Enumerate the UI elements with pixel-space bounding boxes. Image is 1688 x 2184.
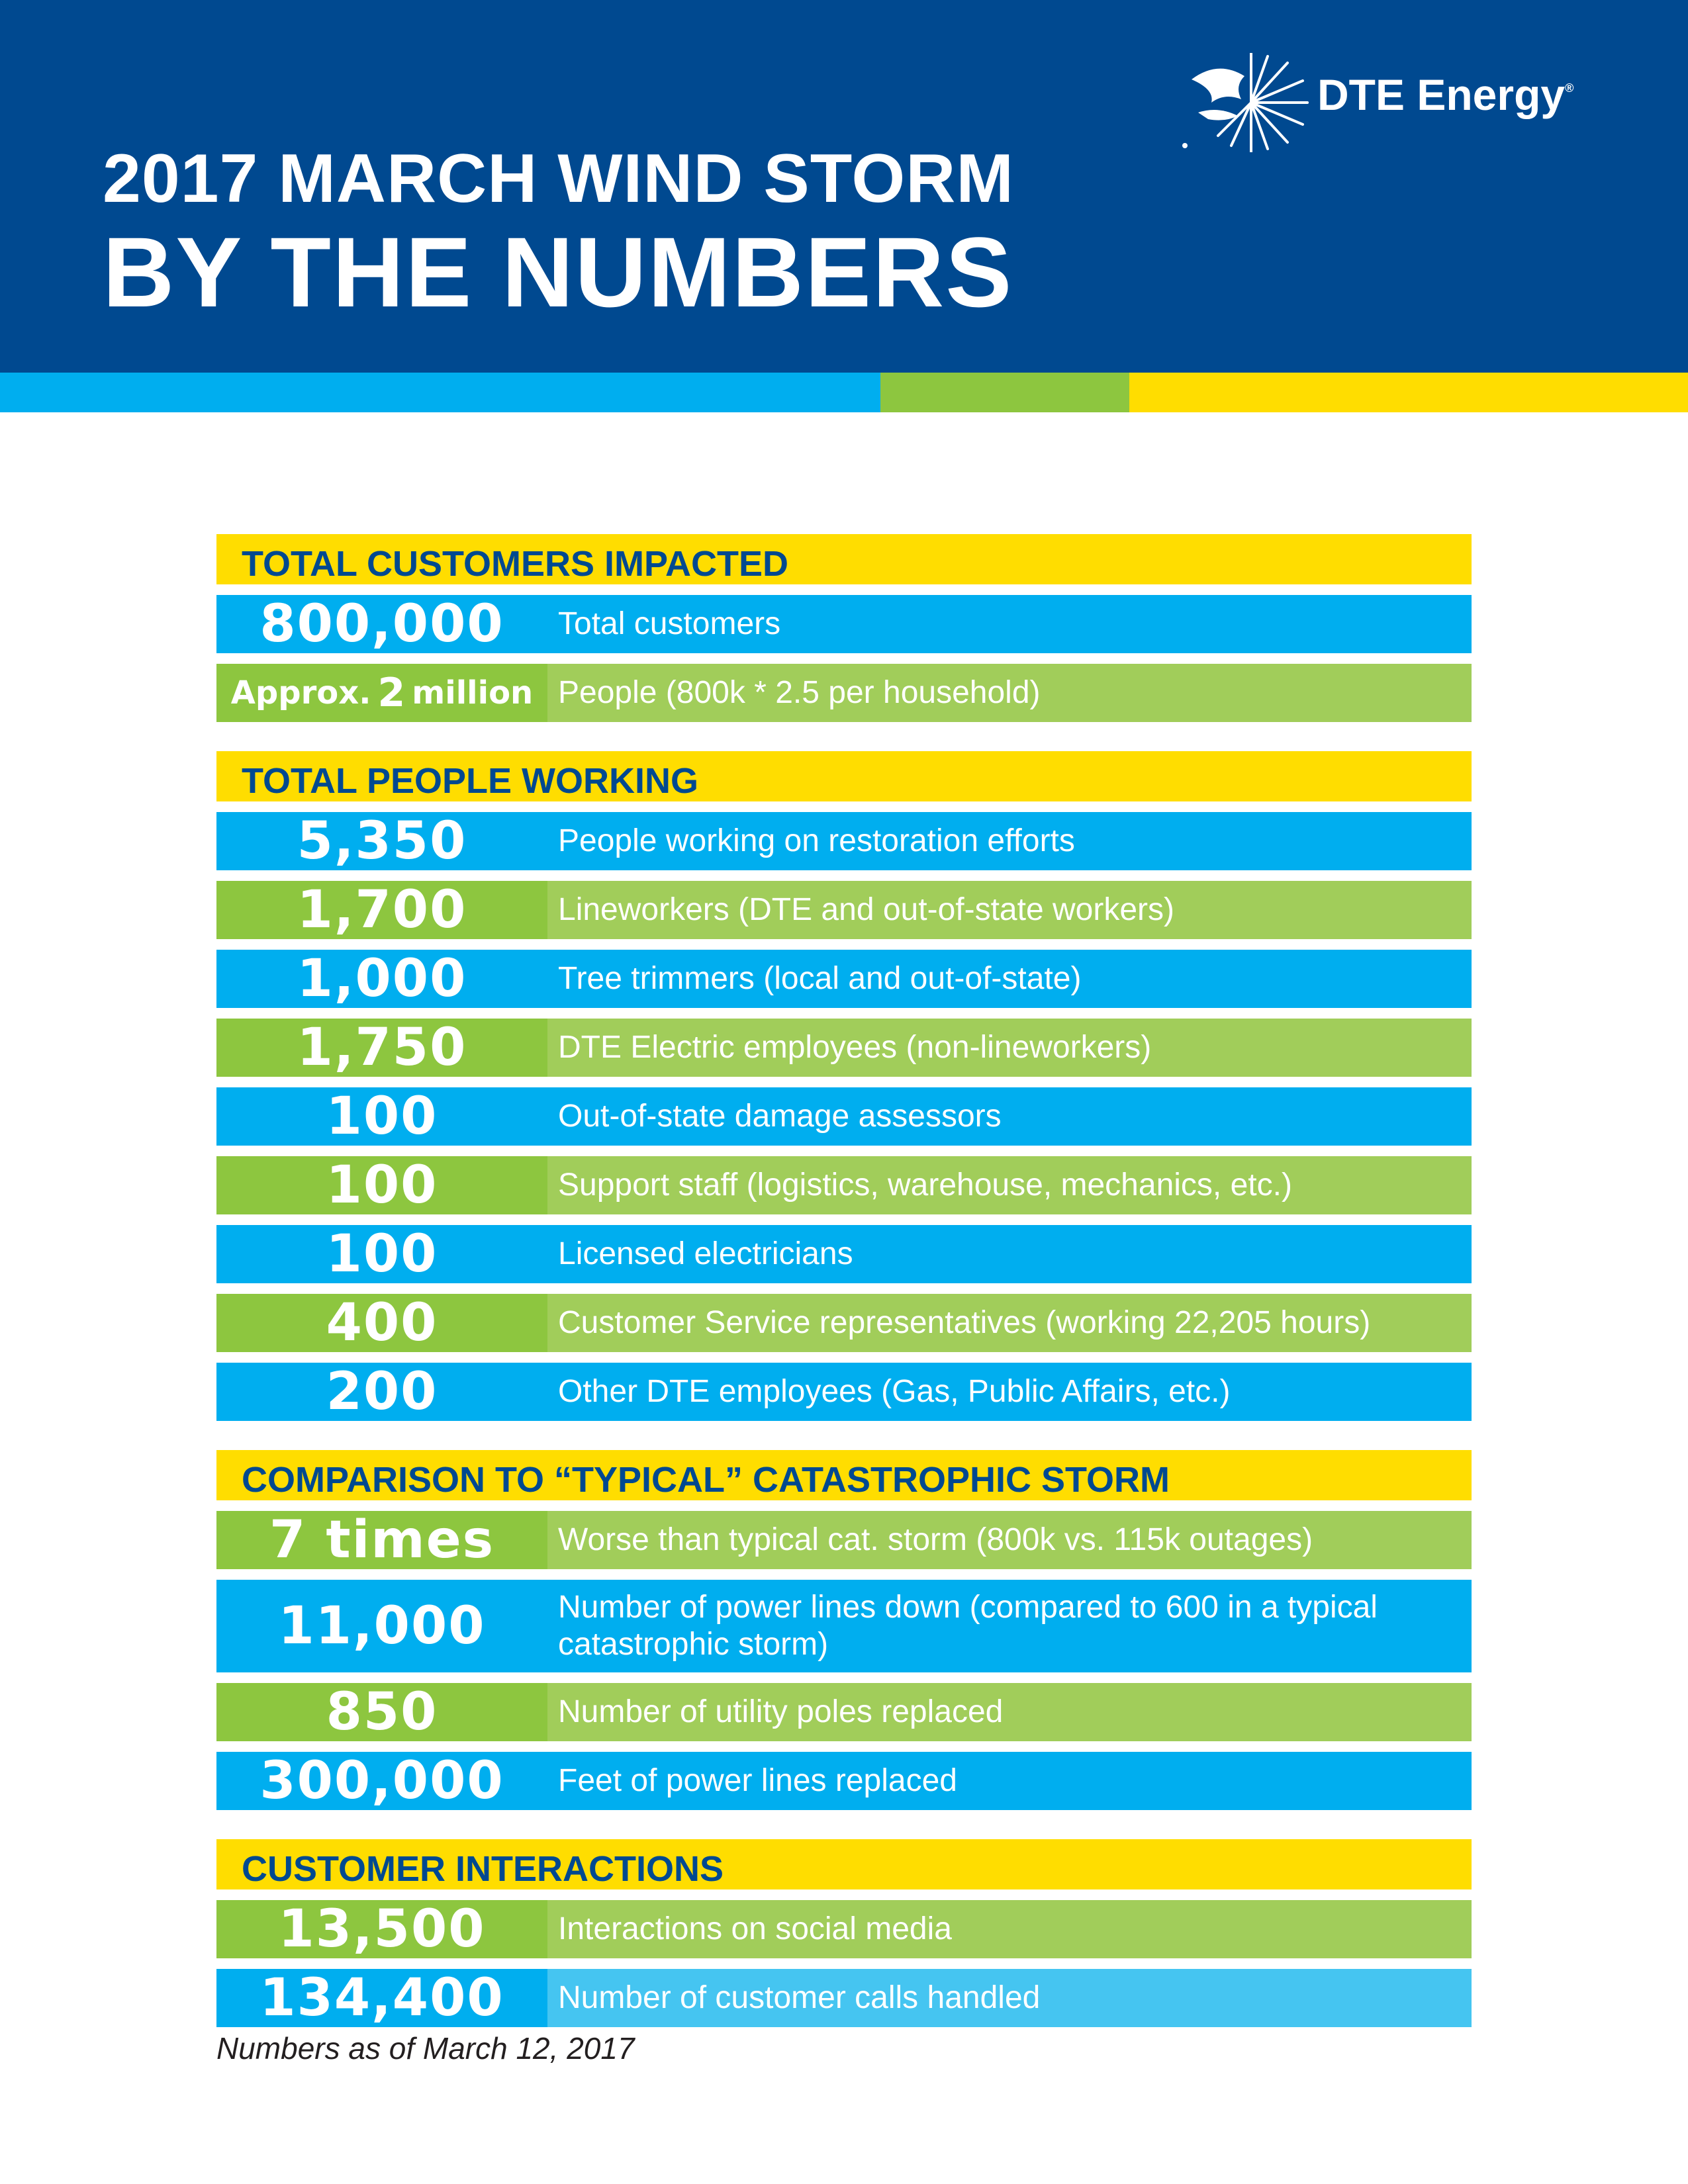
stat-value: 5,350 <box>297 811 467 871</box>
stat-value: 1,750 <box>216 1019 547 1077</box>
stat-label: Customer Service representatives (working 22,205 hours) <box>558 1305 1371 1340</box>
stat-row <box>216 1156 1472 1214</box>
stat-value: 13,500 <box>216 1900 547 1958</box>
accent-stripe-green <box>880 373 1129 412</box>
section-heading: TOTAL PEOPLE WORKING <box>216 751 1472 801</box>
stat-value: 7 times <box>216 1511 547 1569</box>
dte-logo <box>1178 53 1602 152</box>
accent-stripe-blue <box>0 373 880 412</box>
stat-value: 1,700 <box>216 881 547 939</box>
stat-label: Licensed electricians <box>558 1236 853 1271</box>
stat-value: 300,000 <box>259 1751 504 1811</box>
stat-label: Worse than typical cat. storm (800k vs. 115k outages) <box>558 1522 1313 1557</box>
stat-value: 100 <box>216 1156 547 1214</box>
stat-value: 200 <box>326 1362 438 1422</box>
stat-label: Number of power lines down (compared to 600 in a typical catastrophic storm) <box>558 1590 1378 1662</box>
stat-value: 400 <box>216 1294 547 1352</box>
stat-row <box>216 1683 1472 1741</box>
stat-label: DTE Electric employees (non-lineworkers) <box>558 1030 1152 1065</box>
stat-label: Support staff (logistics, warehouse, mechanics, etc.) <box>558 1167 1292 1203</box>
stat-row <box>216 812 1472 870</box>
stat-value: 100 <box>326 1224 438 1284</box>
sunburst-icon <box>1178 53 1311 152</box>
stat-row <box>216 950 1472 1008</box>
stat-label: Total customers <box>558 606 781 641</box>
stat-label: People (800k * 2.5 per household) <box>558 675 1041 710</box>
stat-row <box>216 664 1472 722</box>
accent-stripe-yellow <box>1129 373 1688 412</box>
stat-row <box>216 1752 1472 1810</box>
stat-label: Lineworkers (DTE and out-of-state workers) <box>558 892 1174 927</box>
stat-value: 1,000 <box>297 949 467 1009</box>
header-banner <box>0 0 1688 373</box>
stat-row <box>216 1969 1472 2027</box>
stat-row <box>216 1225 1472 1283</box>
stat-value: 800,000 <box>259 594 504 654</box>
stat-row <box>216 1580 1472 1672</box>
stat-row <box>216 1087 1472 1146</box>
logo-text: DTE Energy® <box>1317 70 1574 119</box>
stat-row <box>216 1900 1472 1958</box>
title-line-2: BY THE NUMBERS <box>103 216 1013 328</box>
stat-label: Number of customer calls handled <box>558 1980 1041 2015</box>
stat-label: Other DTE employees (Gas, Public Affairs, etc.) <box>558 1374 1231 1409</box>
footnote: Numbers as of March 12, 2017 <box>216 2031 635 2066</box>
stat-label: People working on restoration efforts <box>558 823 1075 858</box>
section-heading: CUSTOMER INTERACTIONS <box>216 1839 1472 1889</box>
stat-label: Tree trimmers (local and out-of-state) <box>558 961 1082 996</box>
stat-value: 100 <box>326 1087 438 1146</box>
stat-label: Out-of-state damage assessors <box>558 1099 1002 1134</box>
section-heading: TOTAL CUSTOMERS IMPACTED <box>216 534 1472 584</box>
stat-row <box>216 881 1472 939</box>
stat-label: Interactions on social media <box>558 1911 952 1946</box>
stat-label: Number of utility poles replaced <box>558 1694 1004 1729</box>
stat-label: Feet of power lines replaced <box>558 1763 957 1798</box>
section-heading: COMPARISON TO “TYPICAL” CATASTROPHIC STORM <box>216 1450 1472 1500</box>
stat-row <box>216 1294 1472 1352</box>
stat-value: 850 <box>216 1683 547 1741</box>
title-line-1: 2017 MARCH WIND STORM <box>103 140 1015 217</box>
stat-value: 11,000 <box>278 1596 486 1656</box>
stat-row <box>216 1019 1472 1077</box>
stats-table <box>216 534 1472 2027</box>
stat-value: 134,400 <box>216 1969 547 2027</box>
stat-row <box>216 595 1472 653</box>
stat-value: Approx. 2 million <box>216 664 547 722</box>
stat-row <box>216 1511 1472 1569</box>
stat-row <box>216 1363 1472 1421</box>
